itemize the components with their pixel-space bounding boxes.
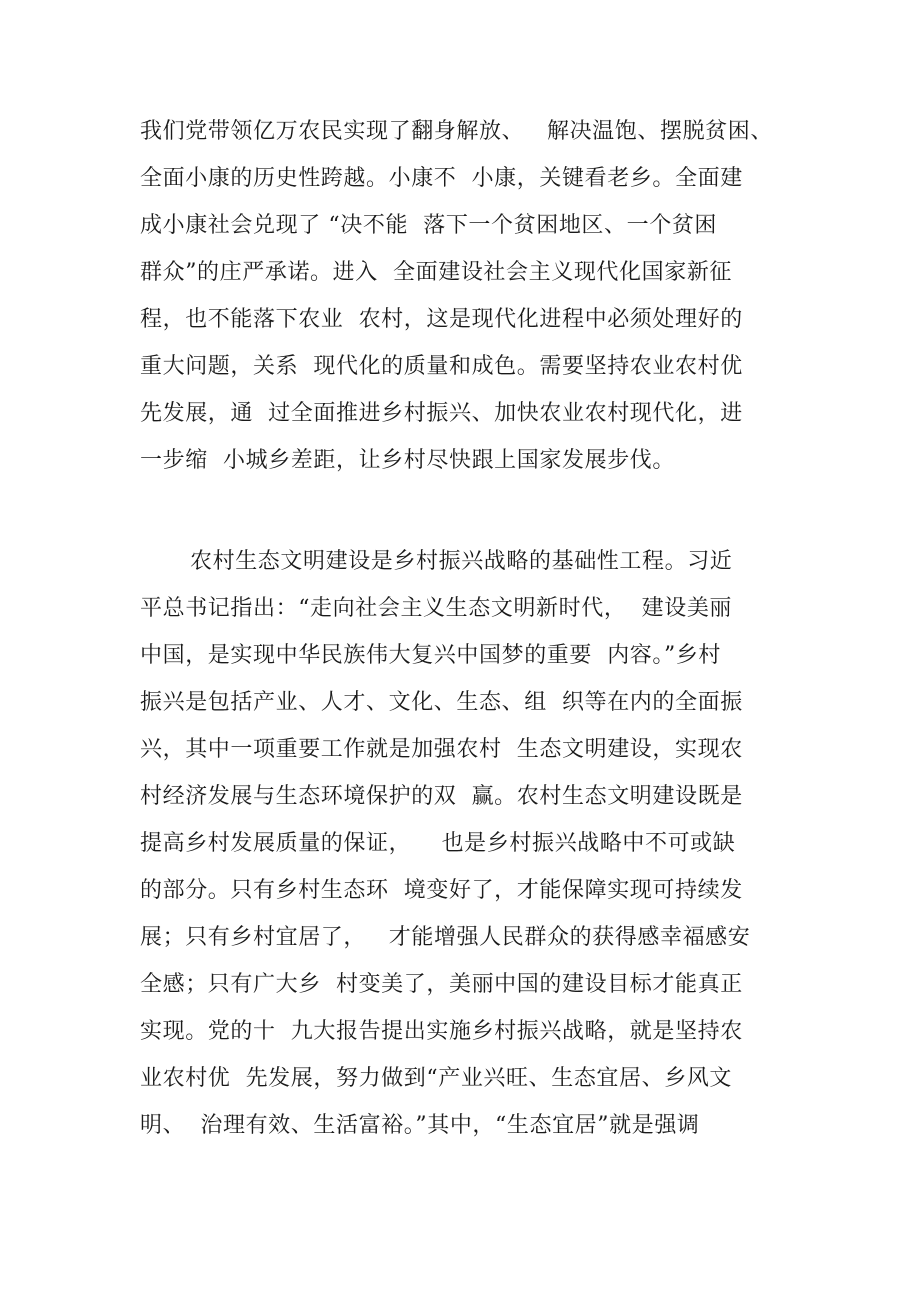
text-line: 重大问题，关系 现代化的质量和成色。需要坚持农业农村优 <box>140 354 743 379</box>
text-line: 明、 治理有效、生活富裕。”其中，“生态宜居”就是强调 <box>140 1113 700 1138</box>
text-line: 村经济发展与生态环境保护的双 赢。农村生态文明建设既是 <box>140 784 743 809</box>
text-line: 实现。党的十 九大报告提出实施乡村振兴战略，就是坚持农 <box>140 1019 743 1044</box>
text-line: 先发展，通 过全面推进乡村振兴、加快农业农村现代化，进 <box>140 401 743 426</box>
text-line: 的部分。只有乡村生态环 境变好了，才能保障实现可持续发 <box>140 878 743 903</box>
text-line: 群众”的庄严承诺。进入 全面建设社会主义现代化国家新征 <box>140 260 733 285</box>
text-line: 全感；只有广大乡 村变美了，美丽中国的建设目标才能真正 <box>140 972 743 997</box>
text-line: 平总书记指出：“走向社会主义生态文明新时代， 建设美丽 <box>140 596 733 621</box>
text-line: 兴，其中一项重要工作就是加强农村 生态文明建设，实现农 <box>140 737 743 762</box>
text-line: 中国，是实现中华民族伟大复兴中国梦的重要 内容。”乡村 <box>140 643 722 668</box>
text-line: 我们党带领亿万农民实现了翻身解放、 解决温饱、摆脱贫困、 <box>140 119 773 144</box>
text-line: 一步缩 小城乡差距，让乡村尽快跟上国家发展步伐。 <box>140 448 675 473</box>
text-line: 全面小康的历史性跨越。小康不 小康，关键看老乡。全面建 <box>140 166 743 191</box>
text-line: 提高乡村发展质量的保证， 也是乡村振兴战略中不可或缺 <box>140 831 736 856</box>
text-line: 业农村优 先发展，努力做到“产业兴旺、生态宜居、乡风文 <box>140 1066 733 1091</box>
text-line: 振兴是包括产业、人才、文化、生态、组 织等在内的全面振 <box>140 690 743 715</box>
text-line: 农村生态文明建设是乡村振兴战略的基础性工程。习近 <box>190 549 733 574</box>
text-line: 展；只有乡村宜居了， 才能增强人民群众的获得感幸福感安 <box>140 925 751 950</box>
text-line: 程，也不能落下农业 农村，这是现代化进程中必须处理好的 <box>140 307 743 332</box>
text-line: 成小康社会兑现了 “决不能 落下一个贫困地区、一个贫困 <box>140 213 718 238</box>
